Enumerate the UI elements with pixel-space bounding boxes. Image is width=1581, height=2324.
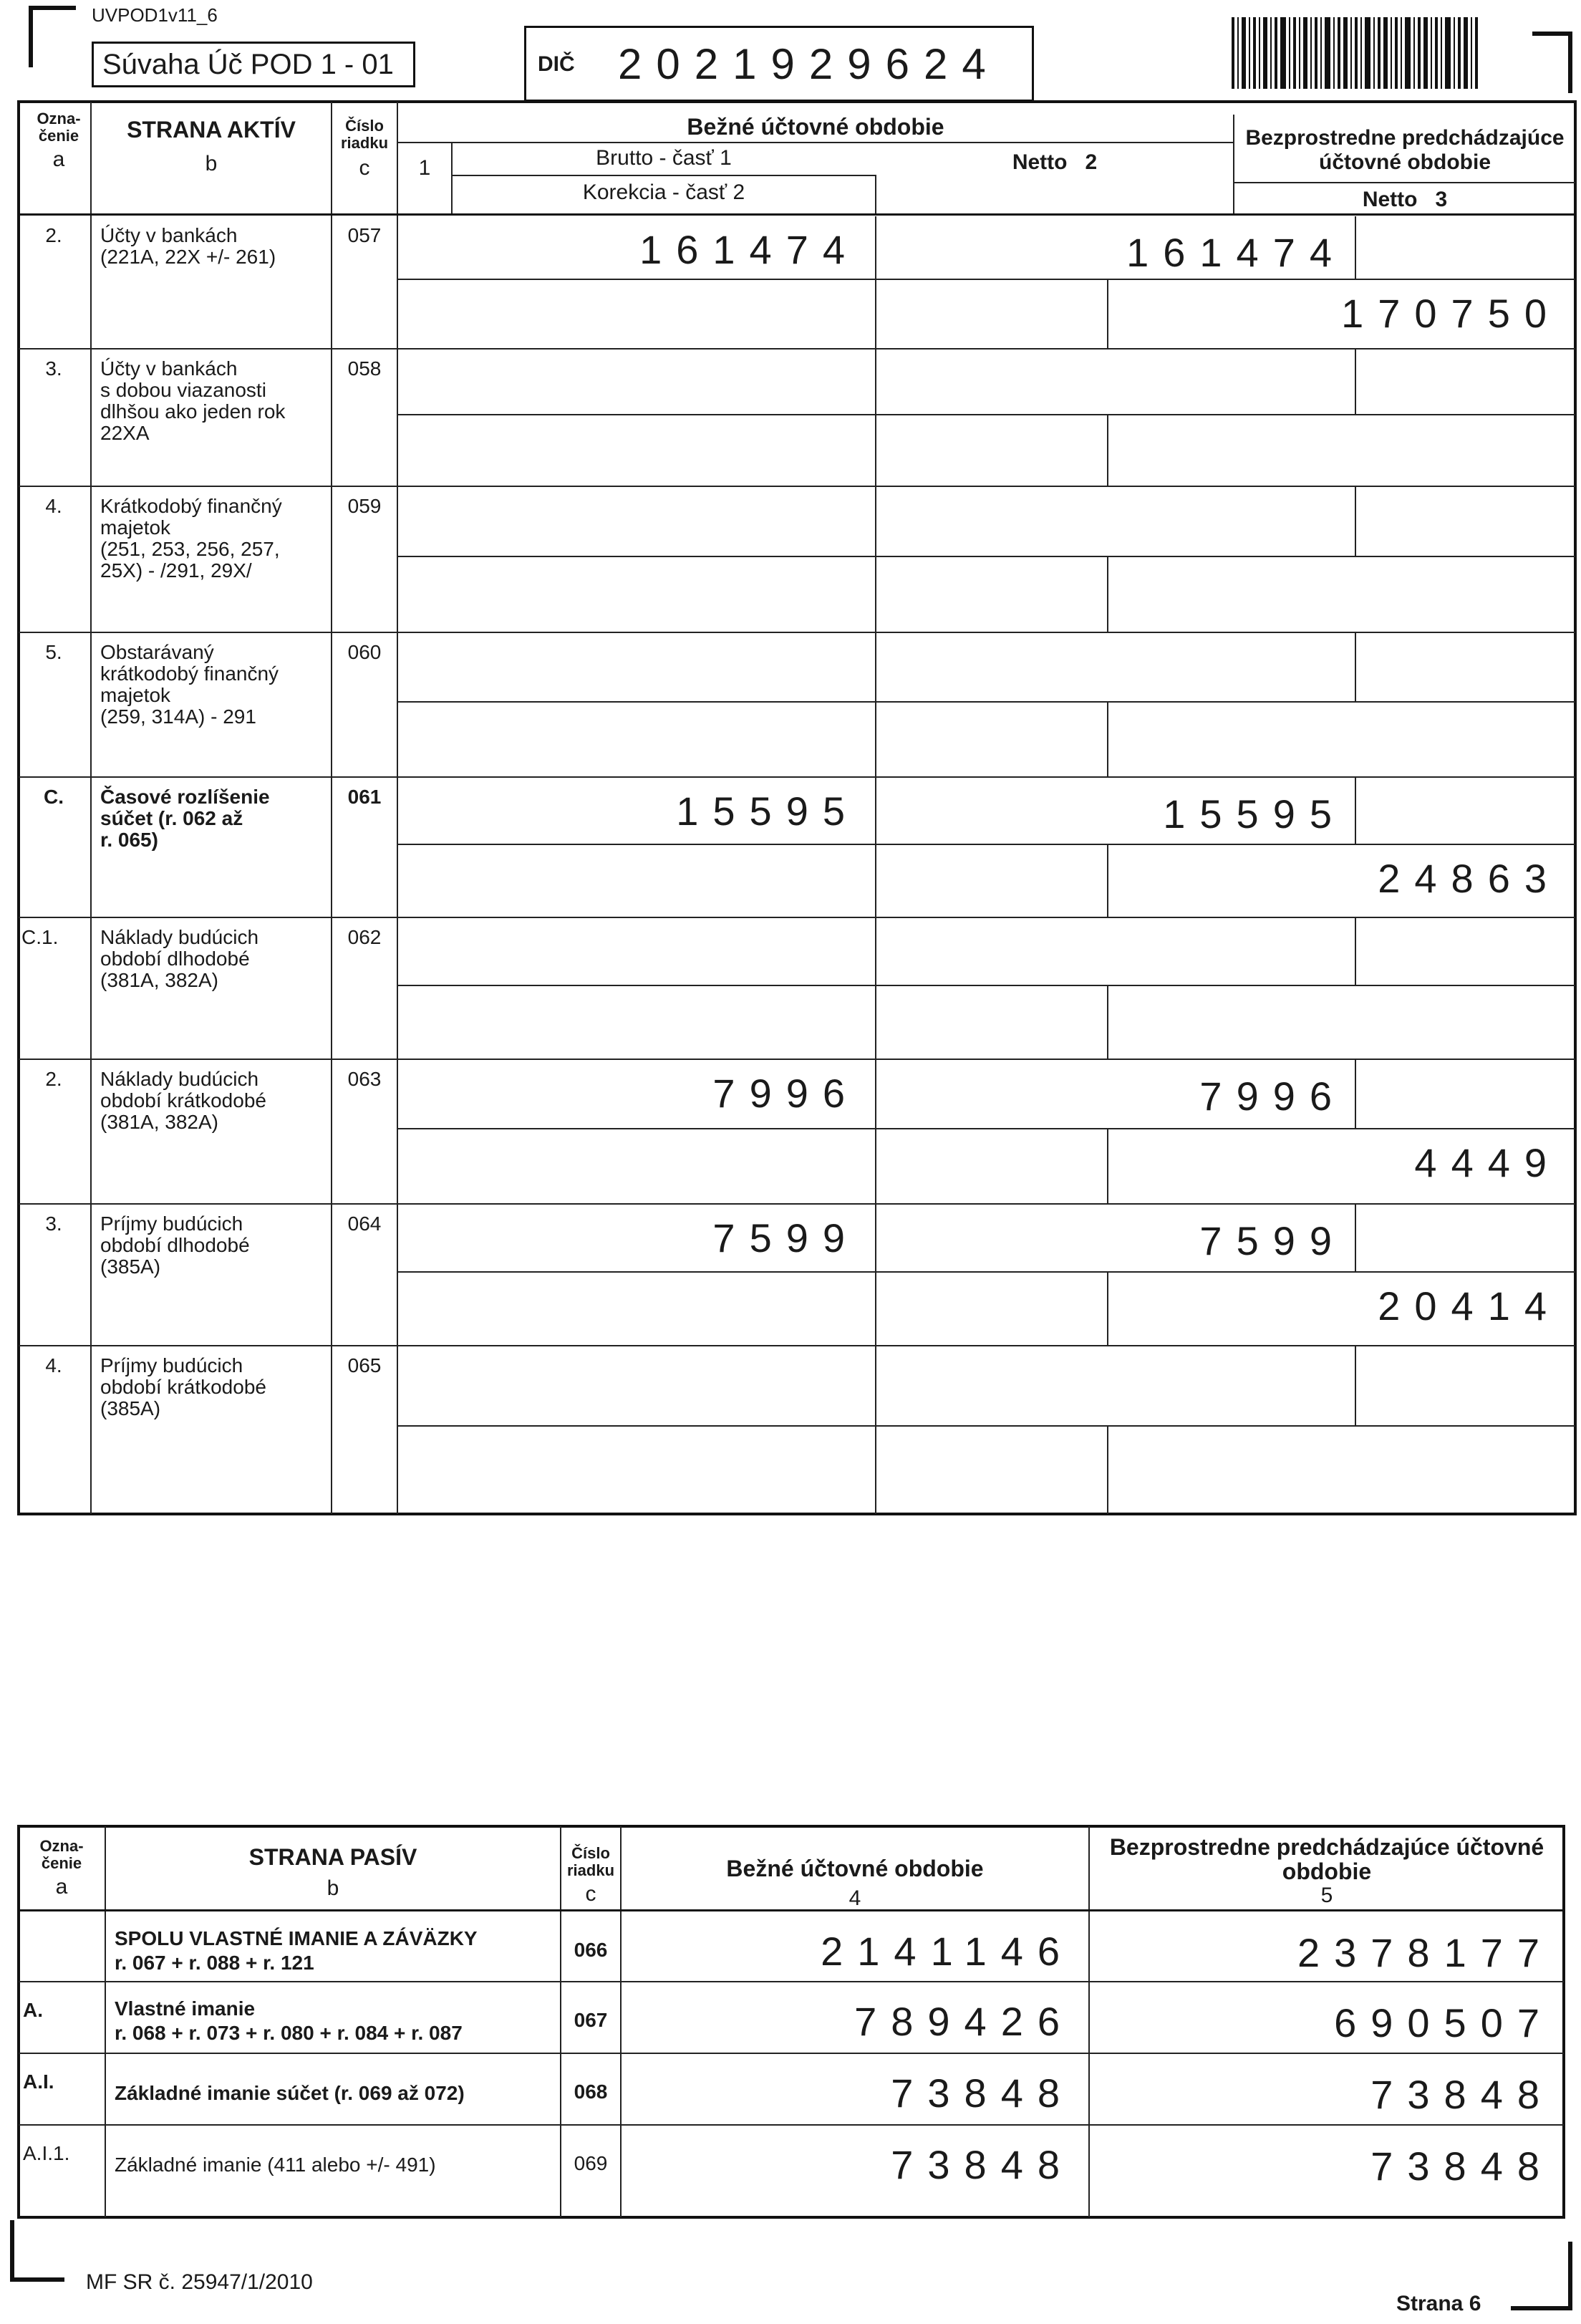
assets-header-line: [398, 142, 1233, 143]
assets-row-separator: [19, 348, 1575, 349]
value-previous: 20414: [1378, 1283, 1561, 1329]
liab-col5-header-1: Bezprostredne predchádzajúce účtovné: [1109, 1834, 1544, 1860]
assets-value-line: [1355, 349, 1356, 414]
liab-col4-header: Bežné účtovné obdobie: [726, 1856, 984, 1881]
assets-row-midline: [398, 414, 1575, 415]
row-description: súčet (r. 062 až: [100, 807, 243, 829]
row-description: (251, 253, 256, 257,: [100, 538, 280, 560]
liab-col-line: [620, 1826, 622, 2217]
row-description: období dlhodobé: [100, 1234, 250, 1256]
assets-row-midline: [398, 844, 1575, 845]
assets-value-line: [1355, 216, 1356, 279]
netto2-label: Netto 2: [1012, 150, 1098, 174]
barcode-icon: [1232, 17, 1482, 89]
liab-row-line-number: 068: [574, 2080, 608, 2103]
assets-row-midline: [398, 1425, 1575, 1427]
row-description: (221A, 22X +/- 261): [100, 246, 276, 268]
row-description: Obstarávaný: [100, 641, 214, 663]
footer-reference: MF SR č. 25947/1/2010: [86, 2270, 313, 2294]
value-previous: 4449: [1414, 1140, 1561, 1185]
liab-row-separator: [19, 2124, 1564, 2126]
assets-value-line: [1107, 414, 1108, 487]
row-description: krátkodobý finančný: [100, 662, 279, 685]
value-previous: 170750: [1341, 291, 1561, 336]
assets-value-line: [875, 1060, 876, 1128]
row-mark: 3.: [45, 1212, 62, 1235]
liab-col5-header-2: obdobie: [1282, 1858, 1372, 1884]
row-mark: 4.: [45, 1354, 62, 1376]
col-b-header-1: STRANA AKTÍV: [127, 117, 296, 143]
row-description: (381A, 382A): [100, 1111, 218, 1133]
assets-value-line: [875, 1346, 876, 1425]
assets-value-line: [875, 279, 876, 349]
row-description: (381A, 382A): [100, 969, 218, 991]
assets-row-midline: [398, 1128, 1575, 1129]
liab-row-description: SPOLU VLASTNÉ IMANIE A ZÁVÄZKY: [115, 1927, 478, 1949]
assets-col-line: [90, 102, 92, 1514]
row-description: Krátkodobý finančný: [100, 495, 282, 517]
liab-col4-number: 4: [848, 1886, 861, 1910]
corner-mark-top-right: [1532, 32, 1572, 93]
row-description: s dobou viazanosti: [100, 379, 266, 401]
row-description: majetok: [100, 516, 171, 539]
row-description: období dlhodobé: [100, 948, 250, 970]
assets-value-line: [875, 778, 876, 844]
liab-value-previous: 690507: [1334, 2000, 1554, 2045]
dic-label: DIČ: [538, 52, 575, 76]
assets-value-line: [875, 985, 876, 1060]
corner-mark-top-left: [29, 6, 76, 67]
assets-value-line: [875, 216, 876, 279]
row-line-number: 060: [347, 641, 382, 663]
assets-header-line: [875, 175, 876, 215]
assets-row-midline: [398, 279, 1575, 280]
form-title: Súvaha Úč POD 1 - 01: [92, 42, 415, 87]
assets-value-line: [875, 1205, 876, 1271]
current-period-header: Bežné účtovné obdobie: [687, 114, 944, 140]
liab-col-a-header-2: čenie: [41, 1854, 82, 1872]
corner-mark-bottom-right: [1511, 2242, 1572, 2310]
assets-value-line: [1107, 1128, 1108, 1205]
liab-col-a-header-1: Ozna-: [39, 1837, 84, 1855]
col-a-header-1: Ozna-: [37, 110, 81, 127]
value-netto: 15595: [1163, 791, 1346, 836]
assets-row-midline: [398, 701, 1575, 703]
liab-row-mark: A.I.: [23, 2070, 54, 2093]
row-description: Časové rozlíšenie: [100, 786, 270, 808]
assets-value-line: [875, 701, 876, 778]
liab-row-description: Základné imanie súčet (r. 069 až 072): [115, 2082, 465, 2104]
liab-value-current: 2141146: [821, 1929, 1074, 1974]
row-mark: 5.: [45, 641, 62, 663]
value-netto: 7599: [1199, 1218, 1346, 1263]
col-b-header-2: b: [205, 152, 218, 175]
assets-value-line: [875, 556, 876, 633]
value-brutto: 161474: [639, 227, 859, 272]
brutto-label: Brutto - časť 1: [596, 146, 732, 170]
assets-value-line: [1355, 778, 1356, 844]
liab-value-previous: 2378177: [1297, 1930, 1554, 1975]
assets-value-line: [875, 633, 876, 701]
netto3-label: Netto 3: [1362, 188, 1448, 211]
row-description: Príjmy budúcich: [100, 1354, 243, 1376]
assets-value-line: [1355, 487, 1356, 556]
assets-row-separator: [19, 917, 1575, 918]
assets-value-line: [1107, 701, 1108, 778]
value-netto: 161474: [1126, 230, 1346, 275]
col-a-header-3: a: [52, 148, 65, 171]
assets-header-bottom: [19, 213, 1575, 216]
row-line-number: 058: [347, 357, 382, 380]
liab-row-description: Vlastné imanie: [115, 1997, 256, 2020]
col1-number: 1: [418, 156, 431, 180]
previous-period-header-1: Bezprostredne predchádzajúce: [1245, 126, 1565, 150]
assets-value-line: [1355, 1346, 1356, 1425]
row-description: 22XA: [100, 422, 150, 444]
liab-row-mark: A.: [23, 1999, 43, 2021]
liab-row-separator: [19, 2053, 1564, 2054]
row-description: Účty v bankách: [100, 224, 238, 246]
assets-row-separator: [19, 1345, 1575, 1346]
row-mark: 4.: [45, 495, 62, 517]
assets-value-line: [1355, 918, 1356, 985]
row-line-number: 065: [347, 1354, 382, 1376]
value-brutto: 7599: [712, 1215, 859, 1260]
row-mark: C.: [44, 786, 64, 808]
assets-row-separator: [19, 776, 1575, 778]
row-line-number: 061: [347, 786, 382, 808]
liab-col-c-header-3: c: [585, 1882, 596, 1906]
assets-value-line: [875, 1271, 876, 1346]
liab-col-c-header-1: Číslo: [571, 1844, 610, 1862]
liab-value-current: 73848: [891, 2070, 1074, 2116]
liab-row-separator: [19, 1981, 1564, 1982]
row-description: Príjmy budúcich: [100, 1212, 243, 1235]
assets-row-separator: [19, 1203, 1575, 1205]
row-mark: C.1.: [21, 926, 59, 948]
row-description: Náklady budúcich: [100, 1068, 259, 1090]
assets-value-line: [875, 1128, 876, 1205]
assets-value-line: [875, 414, 876, 487]
assets-col-line: [397, 102, 398, 1514]
row-description: (259, 314A) - 291: [100, 705, 256, 728]
row-description: (385A): [100, 1397, 161, 1419]
value-brutto: 7996: [712, 1071, 859, 1116]
assets-value-line: [875, 487, 876, 556]
col-c-header-2: riadku: [340, 134, 389, 152]
liab-row-description: Základné imanie (411 alebo +/- 491): [115, 2154, 436, 2176]
row-line-number: 059: [347, 495, 382, 517]
footer-page: Strana 6: [1396, 2292, 1481, 2315]
assets-value-line: [875, 349, 876, 414]
liab-row-line-number: 069: [574, 2152, 608, 2174]
assets-row-separator: [19, 486, 1575, 487]
col-a-header-2: čenie: [38, 127, 79, 145]
col-c-header-1: Číslo: [345, 117, 384, 135]
row-description: (385A): [100, 1255, 161, 1278]
row-line-number: 057: [347, 224, 382, 246]
col-c-header-3: c: [359, 156, 370, 180]
assets-row-midline: [398, 556, 1575, 557]
value-brutto: 15595: [676, 789, 859, 834]
assets-value-line: [1107, 1425, 1108, 1514]
liab-col-a-header-3: a: [55, 1875, 68, 1899]
row-description: Účty v bankách: [100, 357, 238, 380]
row-description: Náklady budúcich: [100, 926, 259, 948]
liab-value-previous: 73848: [1370, 2144, 1554, 2189]
liab-col5-number: 5: [1320, 1884, 1333, 1907]
row-mark: 3.: [45, 357, 62, 380]
assets-row-midline: [398, 1271, 1575, 1273]
assets-value-line: [875, 918, 876, 985]
row-mark: 2.: [45, 1068, 62, 1090]
assets-row-midline: [398, 985, 1575, 986]
assets-value-line: [1107, 556, 1108, 633]
dic-box: [524, 26, 1034, 102]
form-id: UVPOD1v11_6: [92, 4, 218, 26]
liab-row-line-number: 066: [574, 1939, 608, 1961]
row-description: r. 065): [100, 829, 158, 851]
assets-value-line: [1107, 1271, 1108, 1346]
row-line-number: 062: [347, 926, 382, 948]
row-line-number: 063: [347, 1068, 382, 1090]
liab-row-description: r. 067 + r. 088 + r. 121: [115, 1952, 314, 1974]
assets-value-line: [1107, 985, 1108, 1060]
row-description: 25X) - /291, 29X/: [100, 559, 252, 582]
previous-period-header-2: účtovné obdobie: [1319, 150, 1491, 174]
liab-row-description: r. 068 + r. 073 + r. 080 + r. 084 + r. 087: [115, 2022, 463, 2044]
assets-row-separator: [19, 632, 1575, 633]
liab-value-previous: 73848: [1370, 2072, 1554, 2117]
liab-col-b-header-2: b: [327, 1876, 339, 1900]
liab-col-c-header-2: riadku: [566, 1861, 615, 1879]
assets-value-line: [1355, 1060, 1356, 1128]
corner-mark-bottom-left: [10, 2220, 64, 2282]
row-description: majetok: [100, 684, 171, 706]
assets-value-line: [875, 1425, 876, 1514]
assets-header-line: [451, 175, 876, 176]
row-mark: 2.: [45, 224, 62, 246]
liab-value-current: 789426: [854, 1999, 1074, 2044]
row-line-number: 064: [347, 1212, 382, 1235]
value-previous: 24863: [1378, 856, 1561, 901]
assets-value-line: [1355, 1205, 1356, 1271]
assets-value-line: [1355, 633, 1356, 701]
value-netto: 7996: [1199, 1074, 1346, 1119]
liab-value-current: 73848: [891, 2142, 1074, 2187]
liab-col-b-header-1: STRANA PASÍV: [248, 1844, 417, 1870]
assets-value-line: [875, 844, 876, 918]
assets-value-line: [1107, 844, 1108, 918]
assets-header-line: [1233, 182, 1575, 183]
korekcia-label: Korekcia - časť 2: [582, 180, 745, 204]
assets-value-line: [1107, 279, 1108, 349]
assets-row-separator: [19, 1059, 1575, 1060]
dic-value: 2021929624: [618, 40, 1000, 88]
row-description: dlhšou ako jeden rok: [100, 400, 286, 423]
row-description: období krátkodobé: [100, 1089, 266, 1112]
liab-row-mark: A.I.1.: [23, 2142, 70, 2164]
row-description: období krátkodobé: [100, 1376, 266, 1398]
liab-row-line-number: 067: [574, 2009, 608, 2031]
